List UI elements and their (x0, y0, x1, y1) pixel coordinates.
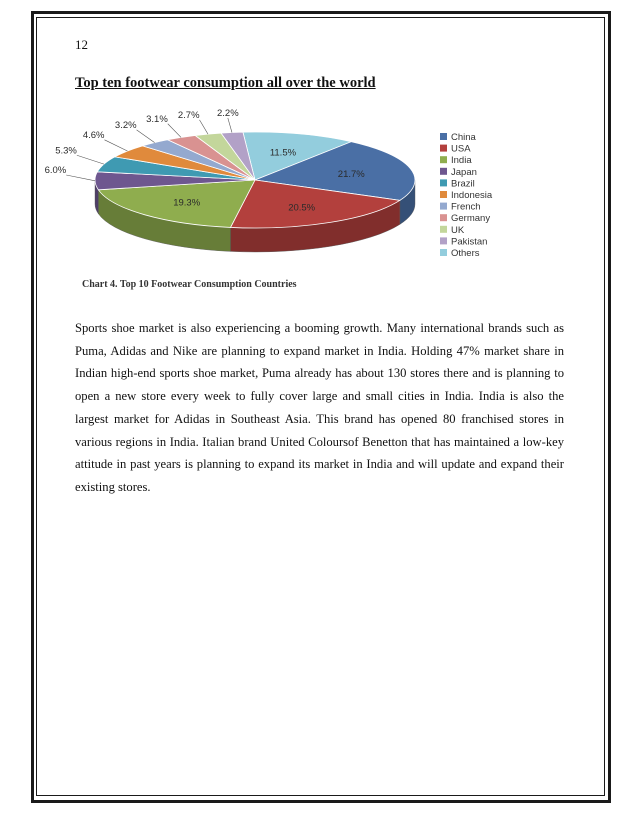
pie-label-indonesia: 4.6% (82, 129, 105, 141)
pie-top-layer (95, 132, 415, 228)
pie-label-french: 3.2% (114, 119, 137, 131)
legend-swatch-china (440, 133, 447, 140)
leader-line-pakistan (228, 118, 232, 133)
legend-swatch-india (440, 156, 447, 163)
body-paragraph: Sports shoe market is also experiencing a booming growth. Many international brands such as Puma, Adidas and Nike are planning to expand market in India. Holding 47% market share in Indian high-end sports shoe market, Puma already has about 130 stores there and is planning to open a new store every week to fully cover large and small cities in India. India is also the largest market for Adidas in Southeast Asia. This brand has opened 80 franchised stores in various regions in India. Italian brand United Coloursof Benetton that has maintained a low-key attitude in past years is planning to expand its market in India and will update and expand their existing stores. (75, 321, 564, 494)
leader-line-indonesia (104, 140, 127, 151)
legend-label-pakistan: Pakistan (451, 236, 488, 248)
legend-label-brazil: Brazil (451, 178, 475, 190)
legend-swatch-japan (440, 168, 447, 175)
legend-label-uk: UK (451, 224, 465, 236)
legend-swatch-others (440, 249, 447, 256)
legend-swatch-usa (440, 145, 447, 152)
pie-label-germany: 3.1% (146, 113, 168, 125)
pie-label-pakistan: 2.2% (216, 107, 239, 119)
legend-swatch-indonesia (440, 191, 447, 198)
legend-swatch-brazil (440, 179, 447, 186)
page-number: 12 (75, 37, 88, 52)
legend-label-indonesia: Indonesia (451, 190, 493, 201)
pie-label-brazil: 5.3% (55, 145, 77, 157)
pie-chart (44, 107, 510, 298)
legend-label-india: India (451, 155, 472, 167)
legend-swatch-french (440, 203, 447, 210)
chart-legend (440, 132, 493, 259)
legend-swatch-uk (440, 226, 447, 233)
leader-line-uk (200, 120, 208, 134)
leader-line-brazil (77, 155, 104, 164)
leader-line-japan (66, 175, 95, 181)
pie-label-india: 19.3% (173, 197, 201, 209)
legend-label-others: Others (451, 248, 480, 259)
legend-label-japan: Japan (451, 166, 477, 178)
legend-label-french: French (451, 201, 481, 213)
leader-line-germany (168, 124, 181, 138)
legend-swatch-germany (440, 214, 447, 221)
pie-label-china: 21.7% (337, 168, 365, 180)
pie-chart-svg (44, 107, 510, 298)
pie-label-uk: 2.7% (177, 109, 200, 121)
pie-label-usa: 20.5% (288, 202, 316, 214)
legend-swatch-pakistan (440, 237, 447, 244)
section-heading: Top ten footwear consumption all over the world (75, 75, 376, 91)
legend-label-germany: Germany (451, 213, 491, 225)
legend-label-china: China (451, 132, 476, 143)
leader-line-french (137, 130, 155, 143)
chart-caption: Chart 4. Top 10 Footwear Consumption Countries (82, 279, 297, 290)
pie-label-others: 11.5% (269, 147, 297, 159)
pie-label-japan: 6.0% (44, 164, 67, 176)
legend-label-usa: USA (451, 143, 471, 155)
